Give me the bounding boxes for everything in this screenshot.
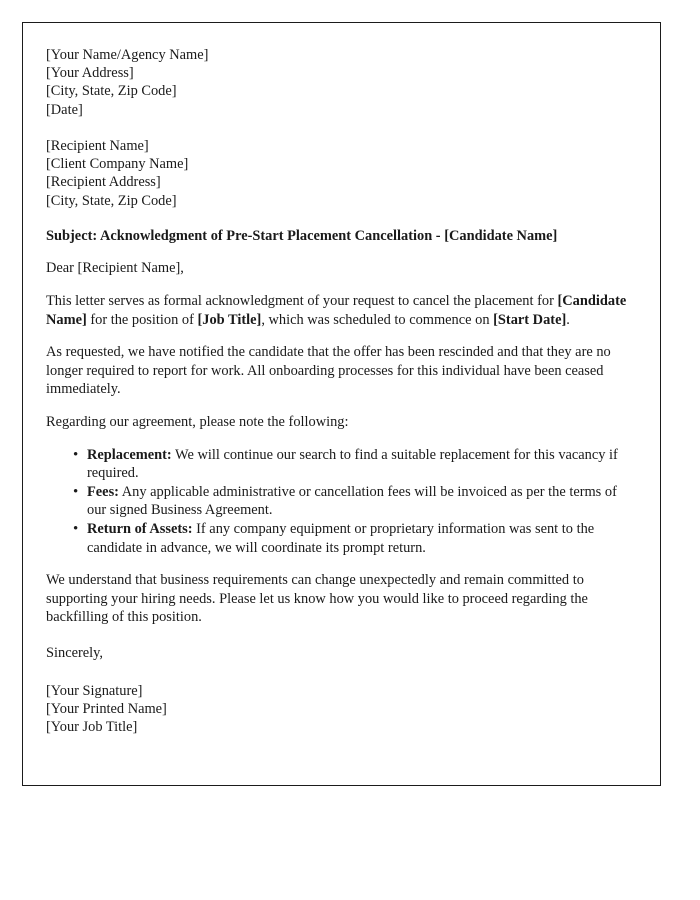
body-paragraph-1 bbox=[46, 292, 638, 329]
subject-line: Subject: Acknowledgment of Pre-Start Placement Cancellation - [Candidate Name] bbox=[46, 227, 558, 244]
recipient-line-company: [Client Company Name] bbox=[46, 156, 189, 173]
para3-closing-spacer bbox=[46, 627, 638, 644]
salutation-body-spacer bbox=[46, 278, 638, 292]
list-item bbox=[46, 446, 638, 483]
signature-block bbox=[46, 682, 638, 737]
para1-para2-spacer bbox=[46, 329, 638, 343]
closing-signature-spacer bbox=[46, 663, 638, 682]
para1-text-2: for the position of bbox=[86, 311, 198, 328]
recipient-line-address: [Recipient Address] bbox=[46, 174, 161, 191]
bullet-term-fees: Fees: bbox=[87, 483, 119, 500]
para1-text-1: This letter serves as formal acknowledgment of your request to cancel the placement for bbox=[46, 293, 558, 309]
bullet-term-return-of-assets: Return of Assets: bbox=[87, 520, 193, 537]
sender-line-city-state-zip: [City, State, Zip Code] bbox=[46, 83, 177, 100]
subject-salutation-spacer bbox=[46, 245, 638, 259]
sender-address-block bbox=[46, 46, 638, 119]
bullet-list-intro: Regarding our agreement, please note the following: bbox=[46, 413, 349, 430]
para1-text-3: , which was scheduled to commence on bbox=[261, 311, 494, 328]
sender-line-date: [Date] bbox=[46, 101, 83, 118]
list-item bbox=[46, 520, 638, 557]
para2-listintro-spacer bbox=[46, 399, 638, 413]
placeholder-job-title: [Job Title] bbox=[197, 311, 262, 328]
salutation-line: Dear [Recipient Name], bbox=[46, 260, 184, 277]
recipient-line-name: [Recipient Name] bbox=[46, 138, 149, 154]
signature-line-printed-name: [Your Printed Name] bbox=[46, 700, 167, 717]
bullet-text-replacement: We will continue our search to find a suitable replacement for this vacancy if required. bbox=[87, 446, 618, 482]
recipient-address-block bbox=[46, 137, 638, 210]
sender-line-name: [Your Name/Agency Name] bbox=[46, 47, 209, 63]
listintro-bullets-spacer bbox=[46, 432, 638, 446]
bullets-para3-spacer bbox=[46, 557, 638, 571]
bullet-term-replacement: Replacement: bbox=[87, 446, 172, 463]
body-paragraph-3: We understand that business requirements can change unexpectedly and remain committed to supporting your hiring needs. Please let us know how you would like to proceed regarding the backfilling of this position. bbox=[46, 572, 588, 626]
placeholder-start-date: [Start Date] bbox=[493, 311, 567, 328]
bullet-text-fees: Any applicable administrative or cancellation fees will be invoiced as per the terms of our signed Business Agreement. bbox=[87, 483, 617, 519]
recipient-subject-spacer bbox=[46, 210, 638, 227]
letter-page-frame bbox=[22, 22, 661, 786]
body-paragraph-2: As requested, we have notified the candidate that the offer has been rescinded and that they are no longer required to report for work. All onboarding processes for this individual have been ceased immediately. bbox=[46, 344, 611, 398]
bullet-text-return-of-assets: If any company equipment or proprietary information was sent to the candidate in advance, we will coordinate its prompt return. bbox=[87, 520, 595, 556]
signature-line-job-title: [Your Job Title] bbox=[46, 718, 138, 735]
para1-text-4: . bbox=[566, 311, 570, 328]
sender-line-address: [Your Address] bbox=[46, 65, 134, 82]
list-item bbox=[46, 483, 638, 520]
signature-line-signature: [Your Signature] bbox=[46, 682, 143, 699]
placeholder-candidate-name: [Candidate Name] bbox=[46, 293, 627, 328]
obligations-bullet-list bbox=[46, 446, 638, 558]
address-blocks-spacer bbox=[46, 119, 638, 137]
letter-content bbox=[46, 46, 638, 736]
recipient-line-city-state-zip: [City, State, Zip Code] bbox=[46, 192, 177, 209]
closing-line: Sincerely, bbox=[46, 644, 104, 661]
